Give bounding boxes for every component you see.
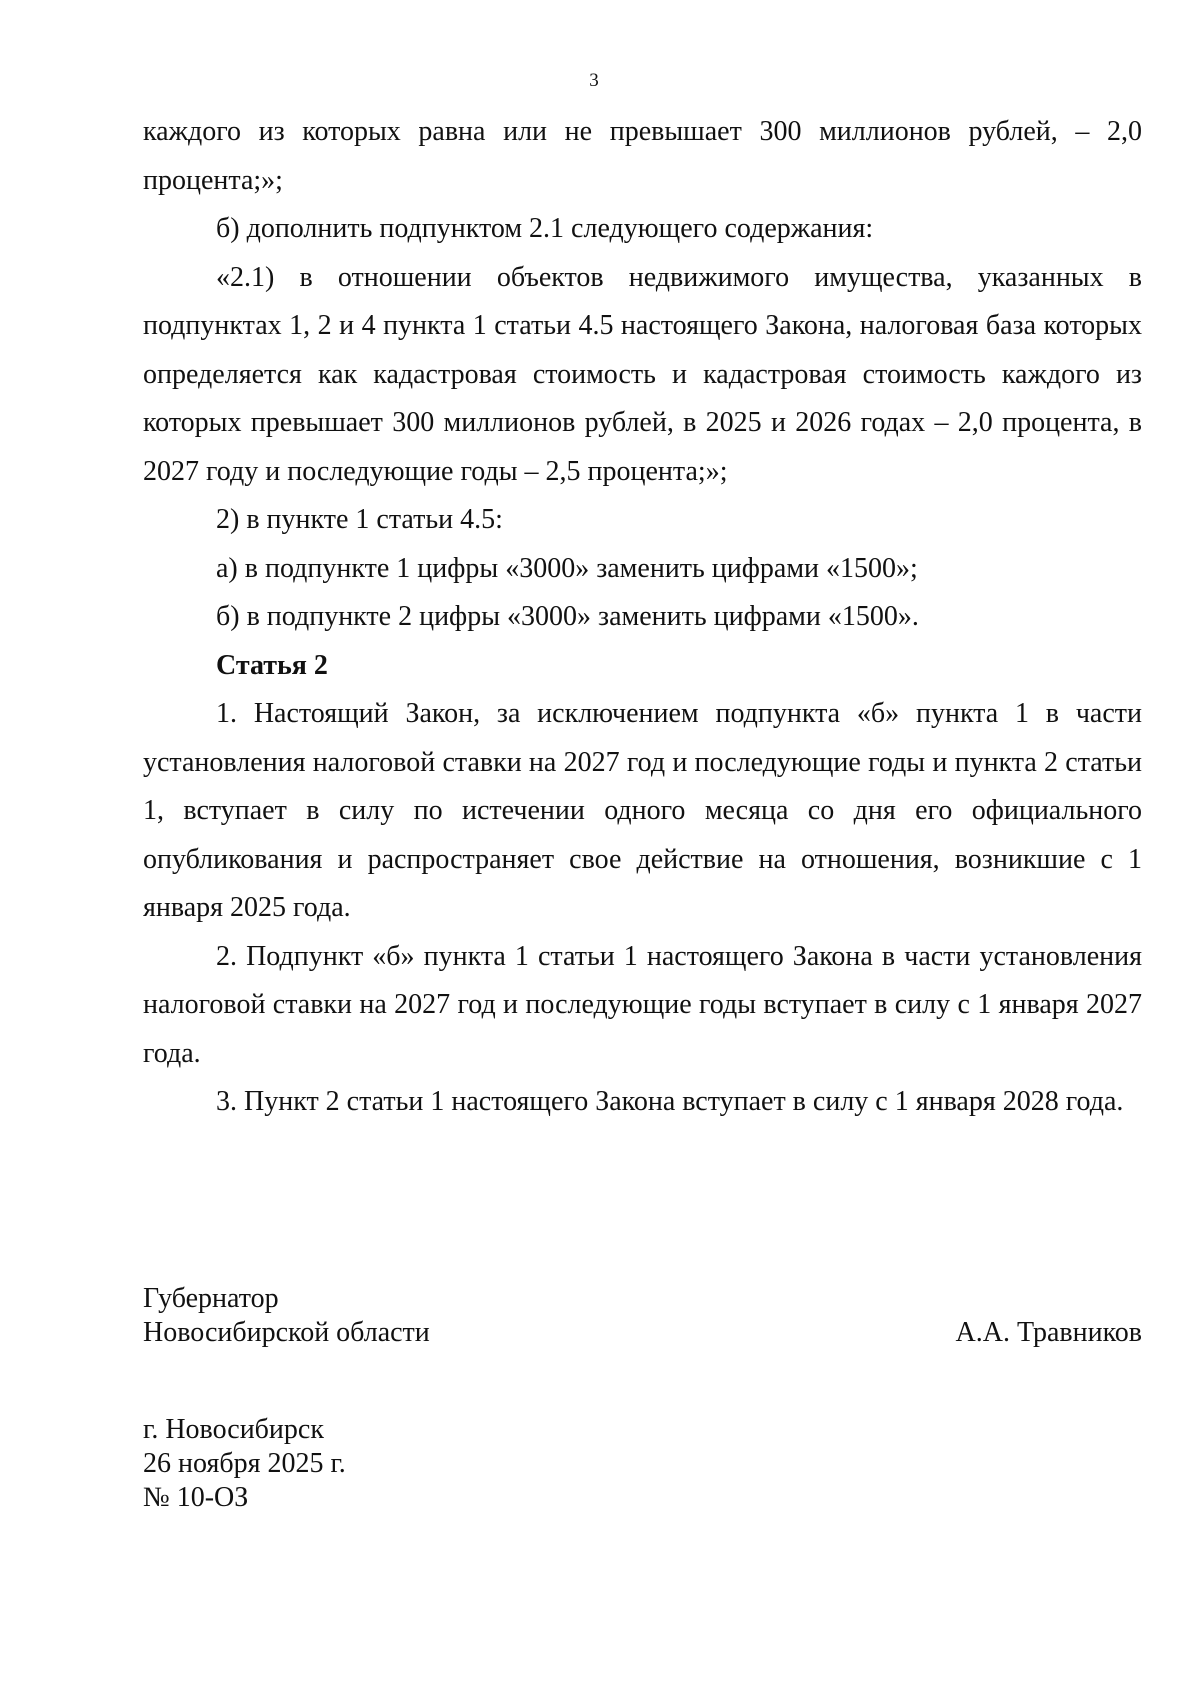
article-2-item-1: 1. Настоящий Закон, за исключением подпункта «б» пункта 1 в части установления налоговой ставки на 2027 год и последующие годы и пункта 2 статьи 1, вступает в силу по истечении одного месяца со дня его официального опубликования и распространяет свое действие на отношения, возникшие с 1 января 2025 года. bbox=[143, 698, 1142, 923]
article-2-item-2: 2. Подпункт «б» пункта 1 статьи 1 настоящего Закона в части установления налоговой ставки на 2027 год и последующие годы вступает в силу с 1 января 2027 года. bbox=[143, 940, 1142, 1069]
paragraph-item-2: 2) в пункте 1 статьи 4.5: bbox=[216, 504, 503, 535]
paragraph-subitem-b: б) дополнить подпунктом 2.1 следующего содержания: bbox=[216, 213, 874, 244]
place-date-block bbox=[143, 1413, 346, 1515]
paragraph-continuation: каждого из которых равна или не превышает 300 миллионов рублей, – 2,0 процента;»; bbox=[143, 116, 1142, 196]
document-body bbox=[143, 108, 1142, 1127]
signature-block bbox=[143, 1282, 1142, 1350]
paragraph-subitem-b-2: б) в подпункте 2 цифры «3000» заменить цифрами «1500». bbox=[216, 601, 919, 632]
paragraph-subitem-a: а) в подпункте 1 цифры «3000» заменить цифрами «1500»; bbox=[216, 552, 918, 584]
city: г. Новосибирск bbox=[143, 1414, 324, 1445]
page-number: 3 bbox=[589, 70, 599, 91]
law-number: № 10-ОЗ bbox=[143, 1482, 249, 1513]
article-2-heading: Статья 2 bbox=[216, 649, 328, 681]
signatory-title-line2: Новосибирской области bbox=[143, 1317, 430, 1348]
signatory-name: А.А. Травников bbox=[955, 1317, 1142, 1348]
paragraph-subitem-2-1: «2.1) в отношении объектов недвижимого имущества, указанных в подпунктах 1, 2 и 4 пункта 1 статьи 4.5 настоящего Закона, налоговая база которых определяется как кадастровая стоимость и кадастровая стоимость каждого из которых превышает 300 миллионов рублей, в 2025 и 2026 годах – 2,0 процента, в 2027 году и последующие годы – 2,5 процента;»; bbox=[143, 261, 1142, 487]
article-2-item-3: 3. Пункт 2 статьи 1 настоящего Закона вступает в силу с 1 января 2028 года. bbox=[216, 1086, 1124, 1117]
signatory-title-line1: Губернатор bbox=[143, 1283, 279, 1314]
date: 26 ноября 2025 г. bbox=[143, 1448, 346, 1479]
